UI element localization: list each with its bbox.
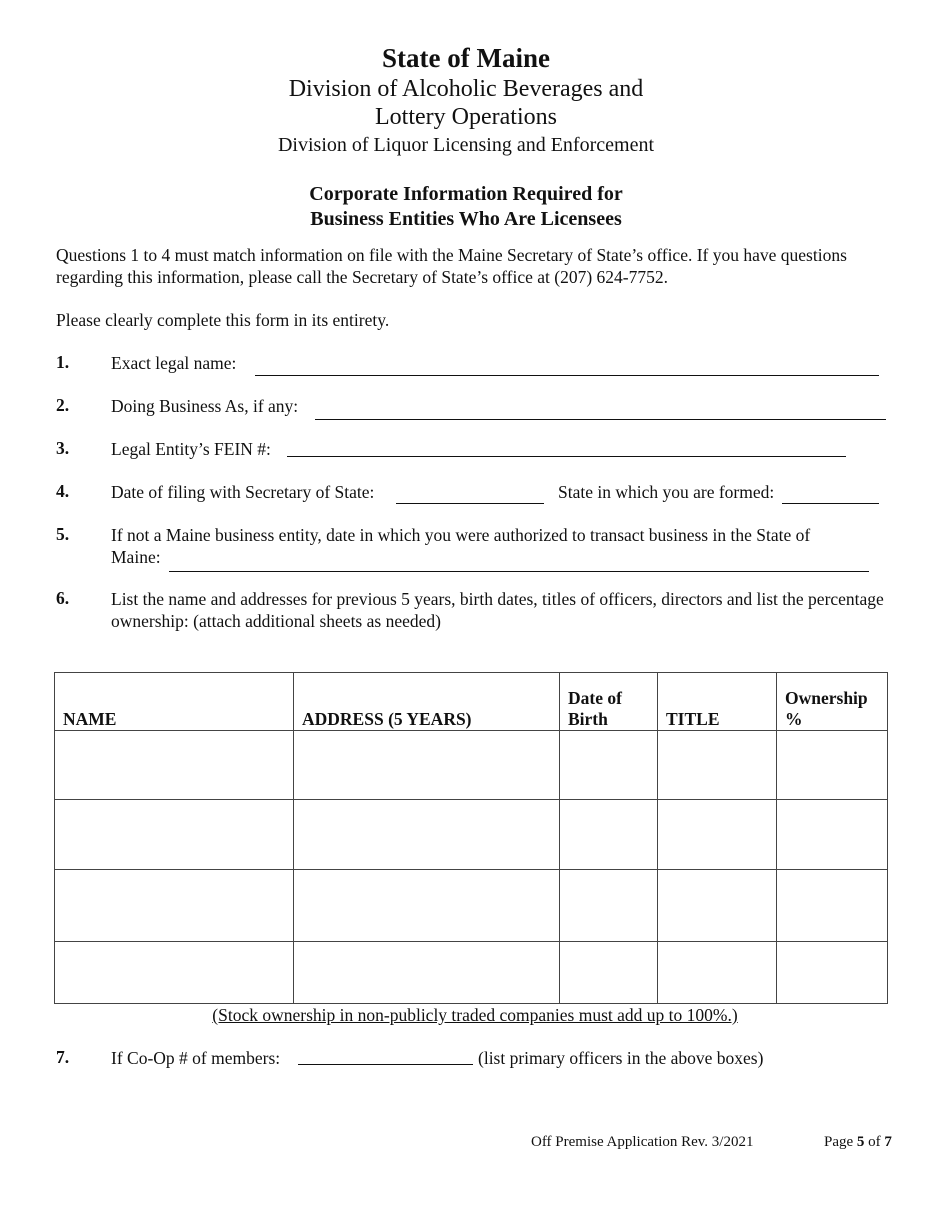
name-cell[interactable] — [55, 942, 294, 1004]
table-row — [55, 731, 888, 800]
page-current: 5 — [856, 1134, 865, 1150]
form-revision: Off Premise Application Rev. 3/2021 — [531, 1134, 754, 1150]
stock-ownership-note — [0, 1005, 950, 1026]
q4-date-label: Date of filing with Secretary of State: — [111, 482, 375, 502]
q5-number: 5. — [56, 524, 70, 544]
birth-date-cell[interactable] — [560, 942, 658, 1004]
header-address: ADDRESS (5 YEARS) — [294, 673, 560, 731]
table-row — [55, 942, 888, 1004]
title-cell[interactable] — [658, 731, 777, 800]
intro-paragraph: Questions 1 to 4 must match information on file with the Maine Secretary of State’s office. If you have questions regarding this information, please call the Secretary of State’s office at (207) 624-7752. — [56, 245, 847, 287]
name-cell[interactable] — [55, 731, 294, 800]
dba-name-field[interactable] — [315, 419, 886, 420]
birth-date-cell[interactable] — [560, 870, 658, 942]
form-title-line2: Business Entities Who Are Licensees — [310, 208, 622, 230]
title-cell[interactable] — [658, 870, 777, 942]
fein-field[interactable] — [287, 456, 846, 457]
q4-number: 4. — [56, 481, 70, 501]
ownership-cell[interactable] — [777, 800, 888, 870]
formation-state-field[interactable] — [782, 503, 879, 504]
q7-number: 7. — [56, 1047, 70, 1067]
legal-name-field[interactable] — [255, 375, 879, 376]
division-name-line1: Division of Alcoholic Beverages and — [288, 76, 644, 102]
address-cell[interactable] — [294, 942, 560, 1004]
header-title: TITLE — [658, 673, 777, 731]
header-birth-date: Date of Birth — [560, 673, 658, 731]
q3-number: 3. — [56, 438, 70, 458]
page-number — [824, 1134, 892, 1151]
officers-table — [54, 672, 888, 1004]
birth-date-cell[interactable] — [560, 731, 658, 800]
ownership-cell[interactable] — [777, 942, 888, 1004]
address-cell[interactable] — [294, 800, 560, 870]
header-name: NAME — [55, 673, 294, 731]
q6-number: 6. — [56, 588, 70, 608]
name-cell[interactable] — [55, 800, 294, 870]
stock-ownership-note-text: (Stock ownership in non-publicly traded companies must add up to 100%.) — [212, 1005, 738, 1025]
q4-state-label: State in which you are formed: — [558, 482, 775, 502]
q7-label-after: (list primary officers in the above boxes) — [478, 1048, 764, 1068]
q1-number: 1. — [56, 352, 70, 372]
q2-number: 2. — [56, 395, 70, 415]
q5-label-line1: If not a Maine business entity, date in which you were authorized to transact business in the State of — [111, 525, 811, 545]
page-of: of — [868, 1134, 881, 1150]
birth-date-cell[interactable] — [560, 800, 658, 870]
header-ownership: Ownership % — [777, 673, 888, 731]
ownership-cell[interactable] — [777, 870, 888, 942]
q3-label: Legal Entity’s FEIN #: — [111, 439, 271, 459]
division-name-line2: Lottery Operations — [375, 104, 557, 130]
name-cell[interactable] — [55, 870, 294, 942]
authorization-date-field[interactable] — [169, 571, 869, 572]
address-cell[interactable] — [294, 870, 560, 942]
ownership-cell[interactable] — [777, 731, 888, 800]
coop-members-field[interactable] — [298, 1064, 473, 1065]
table-row — [55, 870, 888, 942]
q2-label: Doing Business As, if any: — [111, 396, 299, 416]
q7-label: If Co-Op # of members: — [111, 1048, 281, 1068]
q1-label: Exact legal name: — [111, 353, 237, 373]
filing-date-field[interactable] — [396, 503, 544, 504]
table-header-row — [55, 673, 888, 731]
agency-title: State of Maine — [382, 43, 550, 73]
page-total: 7 — [884, 1134, 892, 1150]
q5-label-line2: Maine: — [111, 547, 161, 567]
title-cell[interactable] — [658, 942, 777, 1004]
form-title-line1: Corporate Information Required for — [309, 183, 623, 205]
table-row — [55, 800, 888, 870]
address-cell[interactable] — [294, 731, 560, 800]
instruction-text: Please clearly complete this form in its entirety. — [56, 310, 390, 330]
page-prefix: Page — [824, 1134, 854, 1150]
sub-division-name: Division of Liquor Licensing and Enforcement — [277, 134, 654, 156]
title-cell[interactable] — [658, 800, 777, 870]
q6-label: List the name and addresses for previous 5 years, birth dates, titles of officers, directors and list the percentage ownership: (attach additional sheets as needed) — [111, 589, 884, 631]
